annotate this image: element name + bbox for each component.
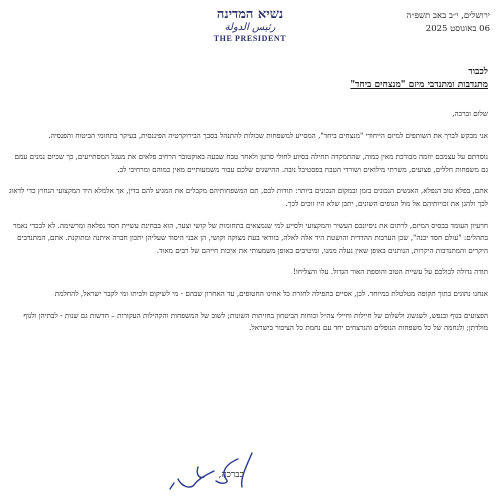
body-paragraph: חרעיון העומד בבסיס המיזם, לרתום את ניסיונכם העשיר והמקצועי ולסייע למי שנמצאים בתחומות של קושי וצער, הוא בבחינת עשיית חסד נפלאה ומרשימה. לא לבכדי נאמר בתהלים: "עולם חסד יבנה", שכן הערבות ההדדית והושטת היד אלה לאלה, בוודאי בעת מצוקה וקושי, הן אבני היסוד שעליהן יתכון חברה איתנה ומתוקנת. אתם, המתנדבים היקרים והמתנדבות היקרות, הנותנים באופן שאין נעלה ממנו, ומיטיבים באופן משמעותי את איכות חייהם של רבים מאוד. xyxy=(12,220,488,255)
hebrew-date: ירושלים, י״ב באב תשפ״ה xyxy=(406,11,490,21)
gregorian-date: 06 באוגוסט 2025 xyxy=(425,24,490,34)
recipient-block xyxy=(10,66,488,92)
body-paragraph: נוסדתם על עצמכם יוזמה מבורכת מאין כמוה, שהתמקדה תחילה בסיוע לחולי סרטן ולאחר טבח שבעה באוקטובר הרחיב פלאים את מעגל המסתייעים, כך שכיום נמנים עמם גם משפחות חללים, פצועים, משרתי מילואים ושורדי הטבח בפסטיבל נובה. ההישגים שלכם עבור משמעותיים מאין כמוהם ומרחיבי לב. xyxy=(14,152,488,174)
letterhead-title-hebrew: נשיא המדינה xyxy=(216,7,284,22)
body-paragraph: אתם, בפלא טוב הנפלא, האנשים הנכונים בזמן ובמקום הנכונים ביותר: תודות לכם, תם המשפחותיהם מקבלים את המגיע להם בדין, אך אלמלא היד המקצועי הנחוץ כדי לדאוג לכך ולהגן את זכויותיהם אל מול הגופים השונים, יתכן שלא היו זוכים לכך. xyxy=(9,186,488,208)
handwritten-signature xyxy=(168,449,258,493)
letter-date-block xyxy=(372,10,490,36)
letterhead-title-arabic: رئيس الدولة xyxy=(224,22,276,33)
recipient-name: מתנדבות ומתנדבי מיזם "מנצחים ביחד" xyxy=(350,80,488,90)
letterhead-emblem xyxy=(190,6,310,43)
closing-word: בברכה, xyxy=(218,470,244,480)
letterhead xyxy=(0,6,500,56)
body-paragraph: אנחנו נתונים בתוך תקופה מטלטלת במיוחד. לכן, אסיים בתפילה לחזרת כל אחינו החטופים, עד האחרון שבהם - מי לשיקום ולביתו ומי לקבר ישראל, להחלמת xyxy=(54,288,488,298)
body-paragraph: אני מבקש לברך את השותפים למיזם הייחודי "מנצחים ביחד", המסייע למשפחות שכולות להתנהל בסבך הבירוקרטיה הפיננסית, בעיקר בתחומי הביטוח והפנסיה. xyxy=(48,130,488,140)
recipient-honorific: לכבוד xyxy=(468,67,488,77)
body-paragraph: תודה גדולה לכולכם על עשיית הטוב והוספת האור הגדול. עלו והצליחו! xyxy=(293,267,488,277)
closing-block xyxy=(8,447,490,497)
body-paragraph: הפצועים בגוף ובנפש, לשגשוג ולשלום של חיילות וחיילי צה״ל וכוחות הביטחון בחזיתות השונות; לשוב של המשפחות והקהילות העקורות – חדשות גם שנות - לבתיהן ולנוף מולדתן; ולנחמה של כל משפחות הנופלים והנרצחים יחד עם נחמת כל הציבור בישראל. xyxy=(23,310,488,333)
greeting: שלום וברכה, xyxy=(452,109,488,118)
letter-body xyxy=(8,108,488,344)
letterhead-title-english: THE PRESIDENT xyxy=(213,34,287,43)
